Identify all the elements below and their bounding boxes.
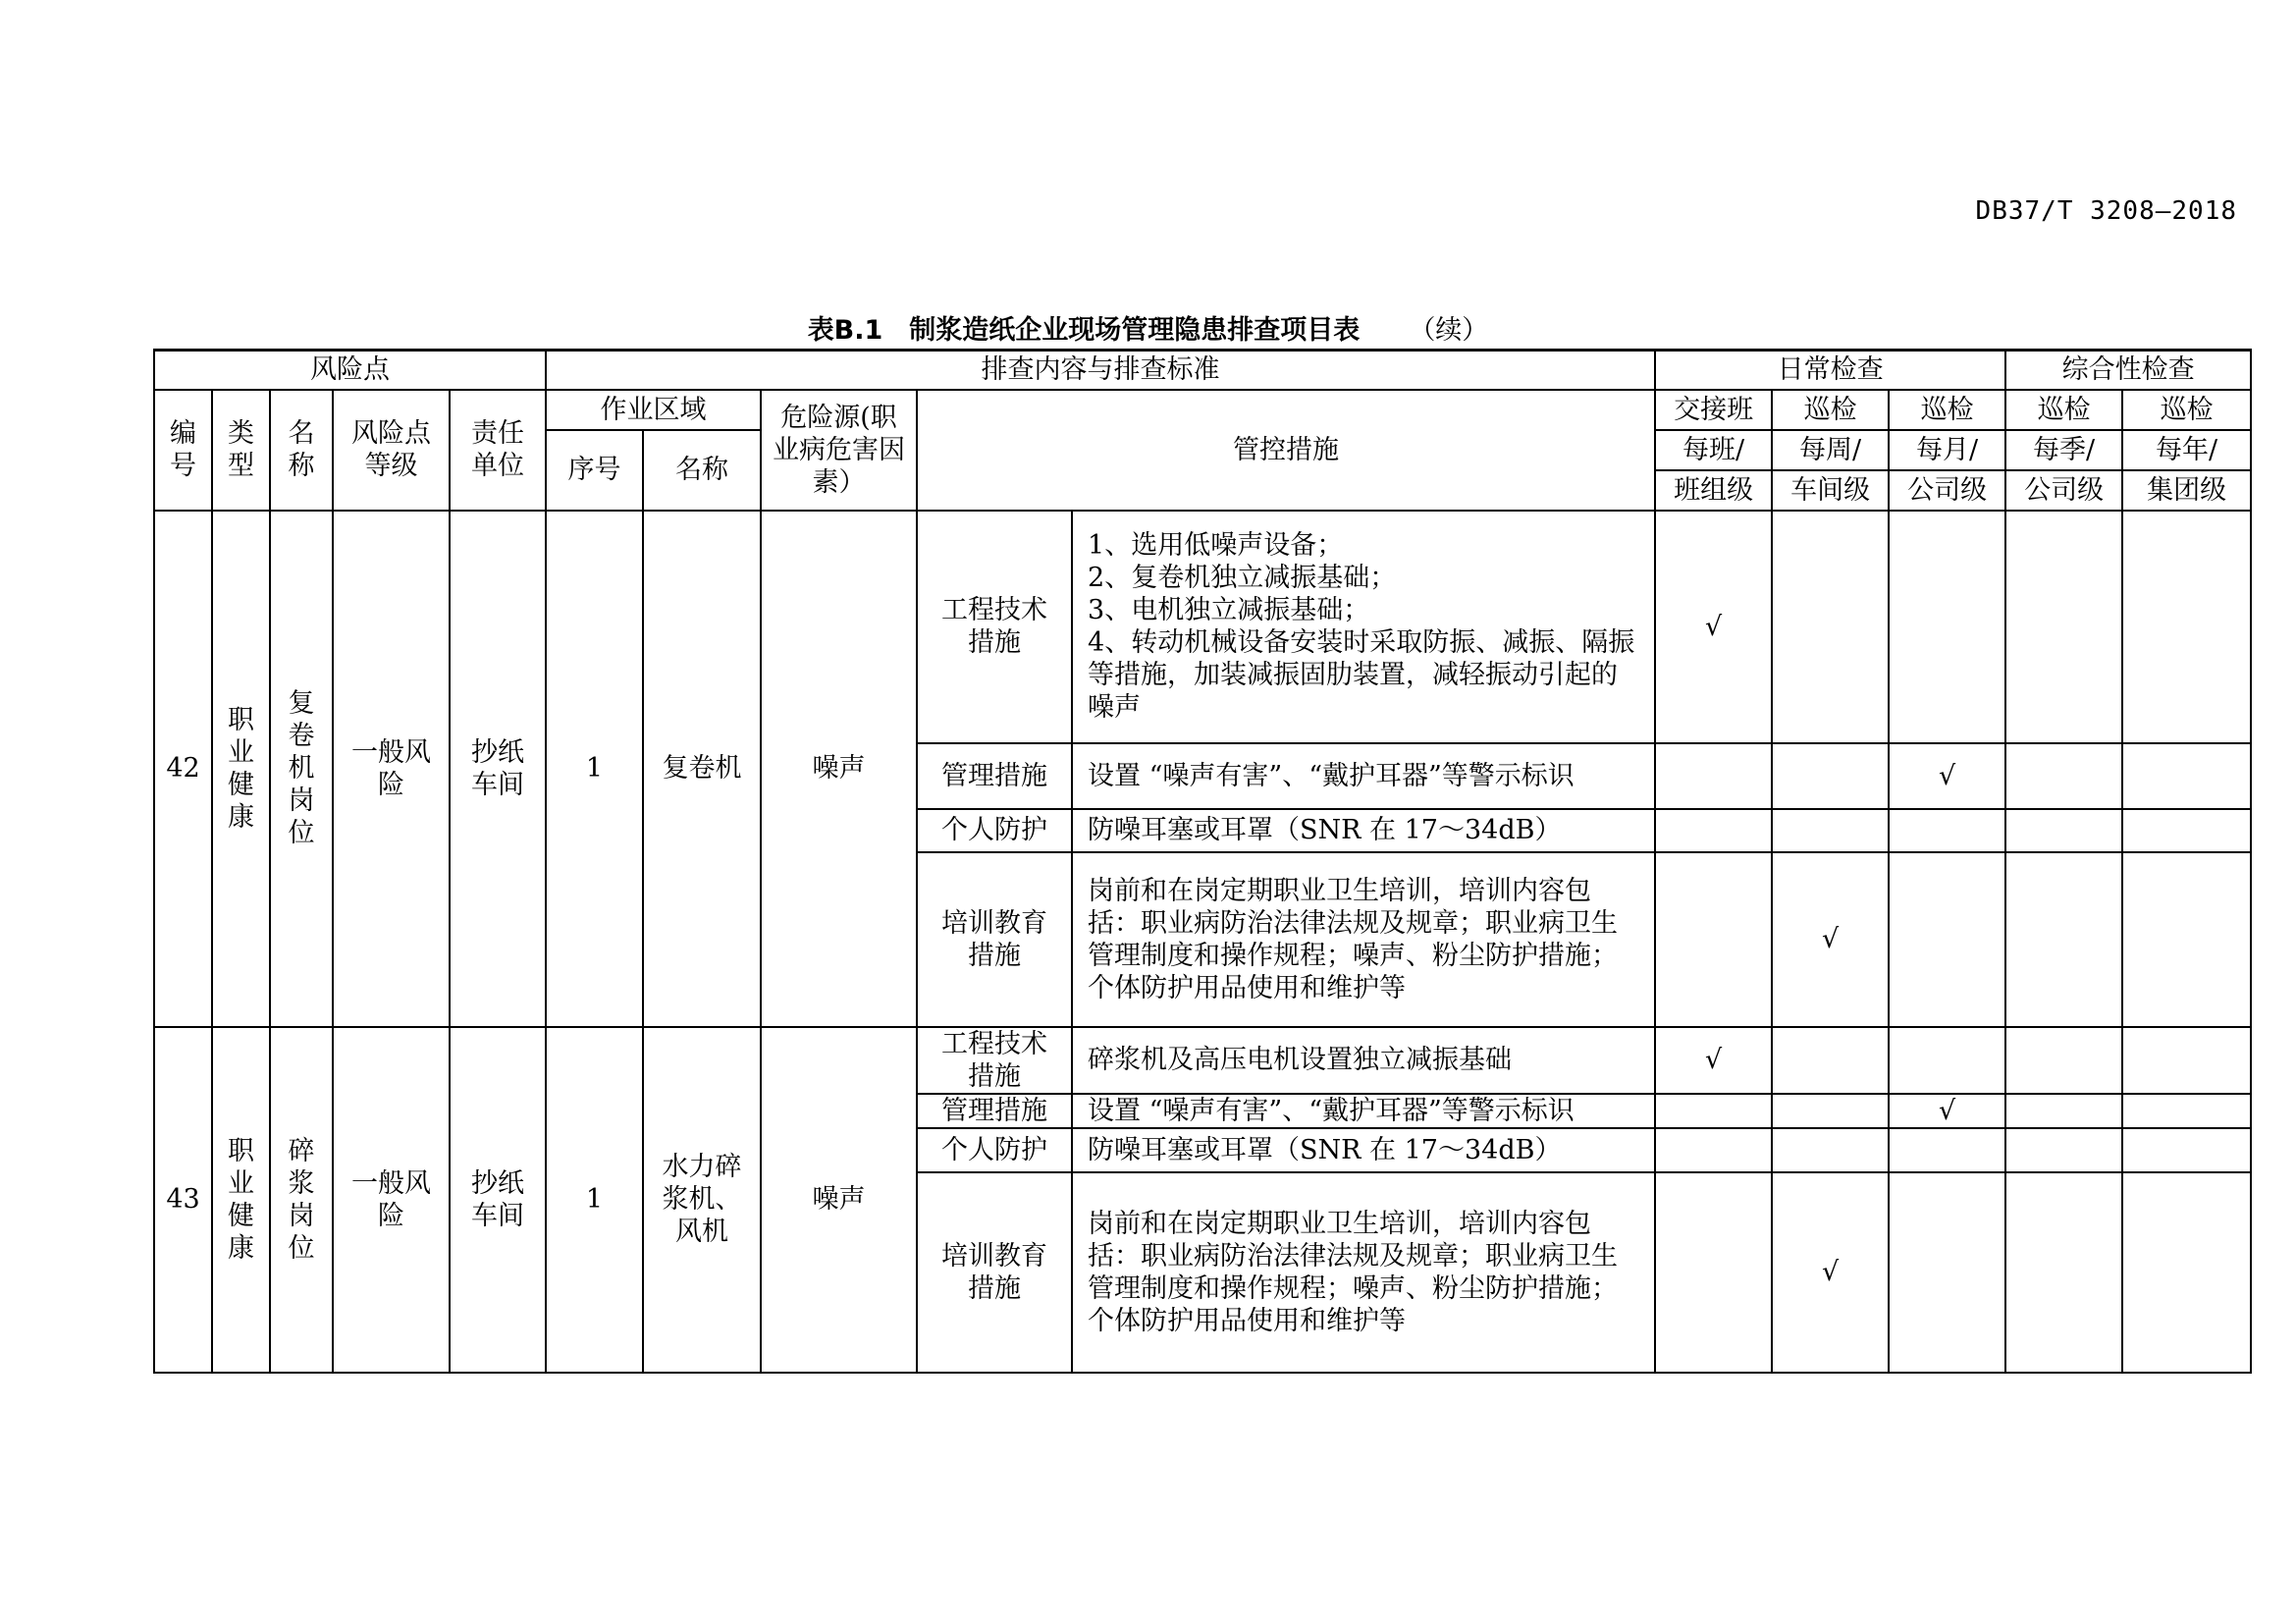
check-mark: √ bbox=[1889, 743, 2005, 809]
cell-no: 42 bbox=[154, 511, 212, 1027]
header-frequency: 每年/ bbox=[2122, 430, 2251, 470]
table-title bbox=[0, 308, 2296, 347]
cell-check bbox=[1655, 743, 1772, 809]
header-comprehensive-check: 综合性检查 bbox=[2005, 351, 2251, 390]
cell-measure-text: 设置 “噪声有害”、“戴护耳器”等警示标识 bbox=[1072, 743, 1655, 809]
header-risk-level: 风险点等级 bbox=[333, 390, 450, 511]
cell-check bbox=[2122, 511, 2251, 743]
cell-check bbox=[2122, 852, 2251, 1027]
table-title-continued: （续） bbox=[1409, 315, 1489, 346]
cell-measure-text: 1、选用低噪声设备； 2、复卷机独立减振基础； 3、电机独立减振基础； 4、转动机械设备安装时采取防振、减振、隔振等措施，加装减振固肋装置，减轻振动引起的噪声 bbox=[1072, 511, 1655, 743]
header-level: 公司级 bbox=[1889, 470, 2005, 511]
cell-check bbox=[1655, 852, 1772, 1027]
cell-check bbox=[2005, 511, 2122, 743]
header-patrol: 巡检 bbox=[2122, 390, 2251, 430]
cell-check bbox=[1772, 809, 1889, 852]
cell-measure-text: 碎浆机及高压电机设置独立减振基础 bbox=[1072, 1027, 1655, 1094]
check-mark: √ bbox=[1655, 511, 1772, 743]
header-shift-handover: 交接班 bbox=[1655, 390, 1772, 430]
cell-check bbox=[1889, 1128, 2005, 1172]
header-level: 集团级 bbox=[2122, 470, 2251, 511]
cell-measure-category: 工程技术措施 bbox=[917, 511, 1072, 743]
header-no: 编号 bbox=[154, 390, 212, 511]
cell-hazard: 噪声 bbox=[761, 511, 917, 1027]
header-control-measures: 管控措施 bbox=[917, 390, 1655, 511]
cell-check bbox=[2005, 1027, 2122, 1094]
header-patrol: 巡检 bbox=[1772, 390, 1889, 430]
cell-check bbox=[2005, 743, 2122, 809]
header-seq: 序号 bbox=[546, 430, 643, 511]
table-title-main: 表B.1 制浆造纸企业现场管理隐患排查项目表 bbox=[807, 315, 1361, 346]
cell-check bbox=[1772, 1094, 1889, 1128]
header-level: 班组级 bbox=[1655, 470, 1772, 511]
cell-risk-level: 一般风险 bbox=[333, 511, 450, 1027]
cell-area-name: 水力碎浆机、风机 bbox=[643, 1027, 761, 1373]
cell-hazard: 噪声 bbox=[761, 1027, 917, 1373]
header-frequency: 每季/ bbox=[2005, 430, 2122, 470]
header-risk-point: 风险点 bbox=[154, 351, 546, 390]
cell-check bbox=[1772, 743, 1889, 809]
header-frequency: 每月/ bbox=[1889, 430, 2005, 470]
cell-measure-category: 培训教育措施 bbox=[917, 852, 1072, 1027]
table-row bbox=[154, 511, 2251, 743]
cell-check bbox=[2005, 1094, 2122, 1128]
cell-measure-text: 设置 “噪声有害”、“戴护耳器”等警示标识 bbox=[1072, 1094, 1655, 1128]
cell-check bbox=[2005, 852, 2122, 1027]
cell-measure-text: 岗前和在岗定期职业卫生培训，培训内容包括：职业病防治法律法规及规章；职业病卫生管理制度和操作规程；噪声、粉尘防护措施；个体防护用品使用和维护等 bbox=[1072, 1172, 1655, 1373]
cell-measure-category: 管理措施 bbox=[917, 743, 1072, 809]
header-responsible-unit: 责任单位 bbox=[450, 390, 546, 511]
header-name: 名称 bbox=[270, 390, 333, 511]
cell-check bbox=[1889, 852, 2005, 1027]
cell-name: 复卷机岗位 bbox=[270, 511, 333, 1027]
header-patrol: 巡检 bbox=[2005, 390, 2122, 430]
header-hazard: 危险源(职业病危害因素） bbox=[761, 390, 917, 511]
header-patrol: 巡检 bbox=[1889, 390, 2005, 430]
cell-check bbox=[1772, 1027, 1889, 1094]
check-mark: √ bbox=[1772, 1172, 1889, 1373]
cell-check bbox=[2122, 1128, 2251, 1172]
inspection-table bbox=[153, 349, 2252, 1374]
cell-check bbox=[2005, 1172, 2122, 1373]
cell-measure-category: 培训教育措施 bbox=[917, 1172, 1072, 1373]
cell-check bbox=[1889, 1027, 2005, 1094]
cell-measure-category: 工程技术措施 bbox=[917, 1027, 1072, 1094]
cell-measure-text: 防噪耳塞或耳罩（SNR 在 17～34dB） bbox=[1072, 1128, 1655, 1172]
cell-responsible-unit: 抄纸车间 bbox=[450, 1027, 546, 1373]
cell-type: 职业健康 bbox=[212, 1027, 270, 1373]
cell-check bbox=[1655, 809, 1772, 852]
cell-measure-category: 个人防护 bbox=[917, 1128, 1072, 1172]
cell-check bbox=[1889, 511, 2005, 743]
check-mark: √ bbox=[1772, 852, 1889, 1027]
header-frequency: 每班/ bbox=[1655, 430, 1772, 470]
table-row bbox=[154, 1027, 2251, 1094]
header-level: 车间级 bbox=[1772, 470, 1889, 511]
cell-check bbox=[2122, 743, 2251, 809]
cell-seq: 1 bbox=[546, 511, 643, 1027]
cell-name: 碎浆岗位 bbox=[270, 1027, 333, 1373]
cell-measure-text: 岗前和在岗定期职业卫生培训，培训内容包括：职业病防治法律法规及规章；职业病卫生管理制度和操作规程；噪声、粉尘防护措施；个体防护用品使用和维护等 bbox=[1072, 852, 1655, 1027]
cell-check bbox=[2122, 1172, 2251, 1373]
cell-check bbox=[1655, 1128, 1772, 1172]
cell-check bbox=[1889, 1172, 2005, 1373]
cell-check bbox=[2122, 809, 2251, 852]
header-area-name: 名称 bbox=[643, 430, 761, 511]
header-level: 公司级 bbox=[2005, 470, 2122, 511]
cell-check bbox=[1655, 1172, 1772, 1373]
check-mark: √ bbox=[1889, 1094, 2005, 1128]
cell-check bbox=[1889, 809, 2005, 852]
cell-check bbox=[2005, 809, 2122, 852]
cell-check bbox=[1772, 511, 1889, 743]
cell-risk-level: 一般风险 bbox=[333, 1027, 450, 1373]
cell-area-name: 复卷机 bbox=[643, 511, 761, 1027]
header-type: 类型 bbox=[212, 390, 270, 511]
cell-check bbox=[1655, 1094, 1772, 1128]
cell-check bbox=[2122, 1094, 2251, 1128]
cell-measure-category: 管理措施 bbox=[917, 1094, 1072, 1128]
cell-type: 职业健康 bbox=[212, 511, 270, 1027]
cell-check bbox=[2005, 1128, 2122, 1172]
header-daily-check: 日常检查 bbox=[1655, 351, 2005, 390]
standard-code: DB37/T 3208—2018 bbox=[1975, 196, 2237, 226]
cell-measure-text: 防噪耳塞或耳罩（SNR 在 17～34dB） bbox=[1072, 809, 1655, 852]
header-inspection-content: 排查内容与排查标准 bbox=[546, 351, 1655, 390]
header-frequency: 每周/ bbox=[1772, 430, 1889, 470]
cell-responsible-unit: 抄纸车间 bbox=[450, 511, 546, 1027]
cell-no: 43 bbox=[154, 1027, 212, 1373]
check-mark: √ bbox=[1655, 1027, 1772, 1094]
header-work-area: 作业区域 bbox=[546, 390, 761, 430]
cell-check bbox=[1772, 1128, 1889, 1172]
cell-measure-category: 个人防护 bbox=[917, 809, 1072, 852]
cell-seq: 1 bbox=[546, 1027, 643, 1373]
cell-check bbox=[2122, 1027, 2251, 1094]
